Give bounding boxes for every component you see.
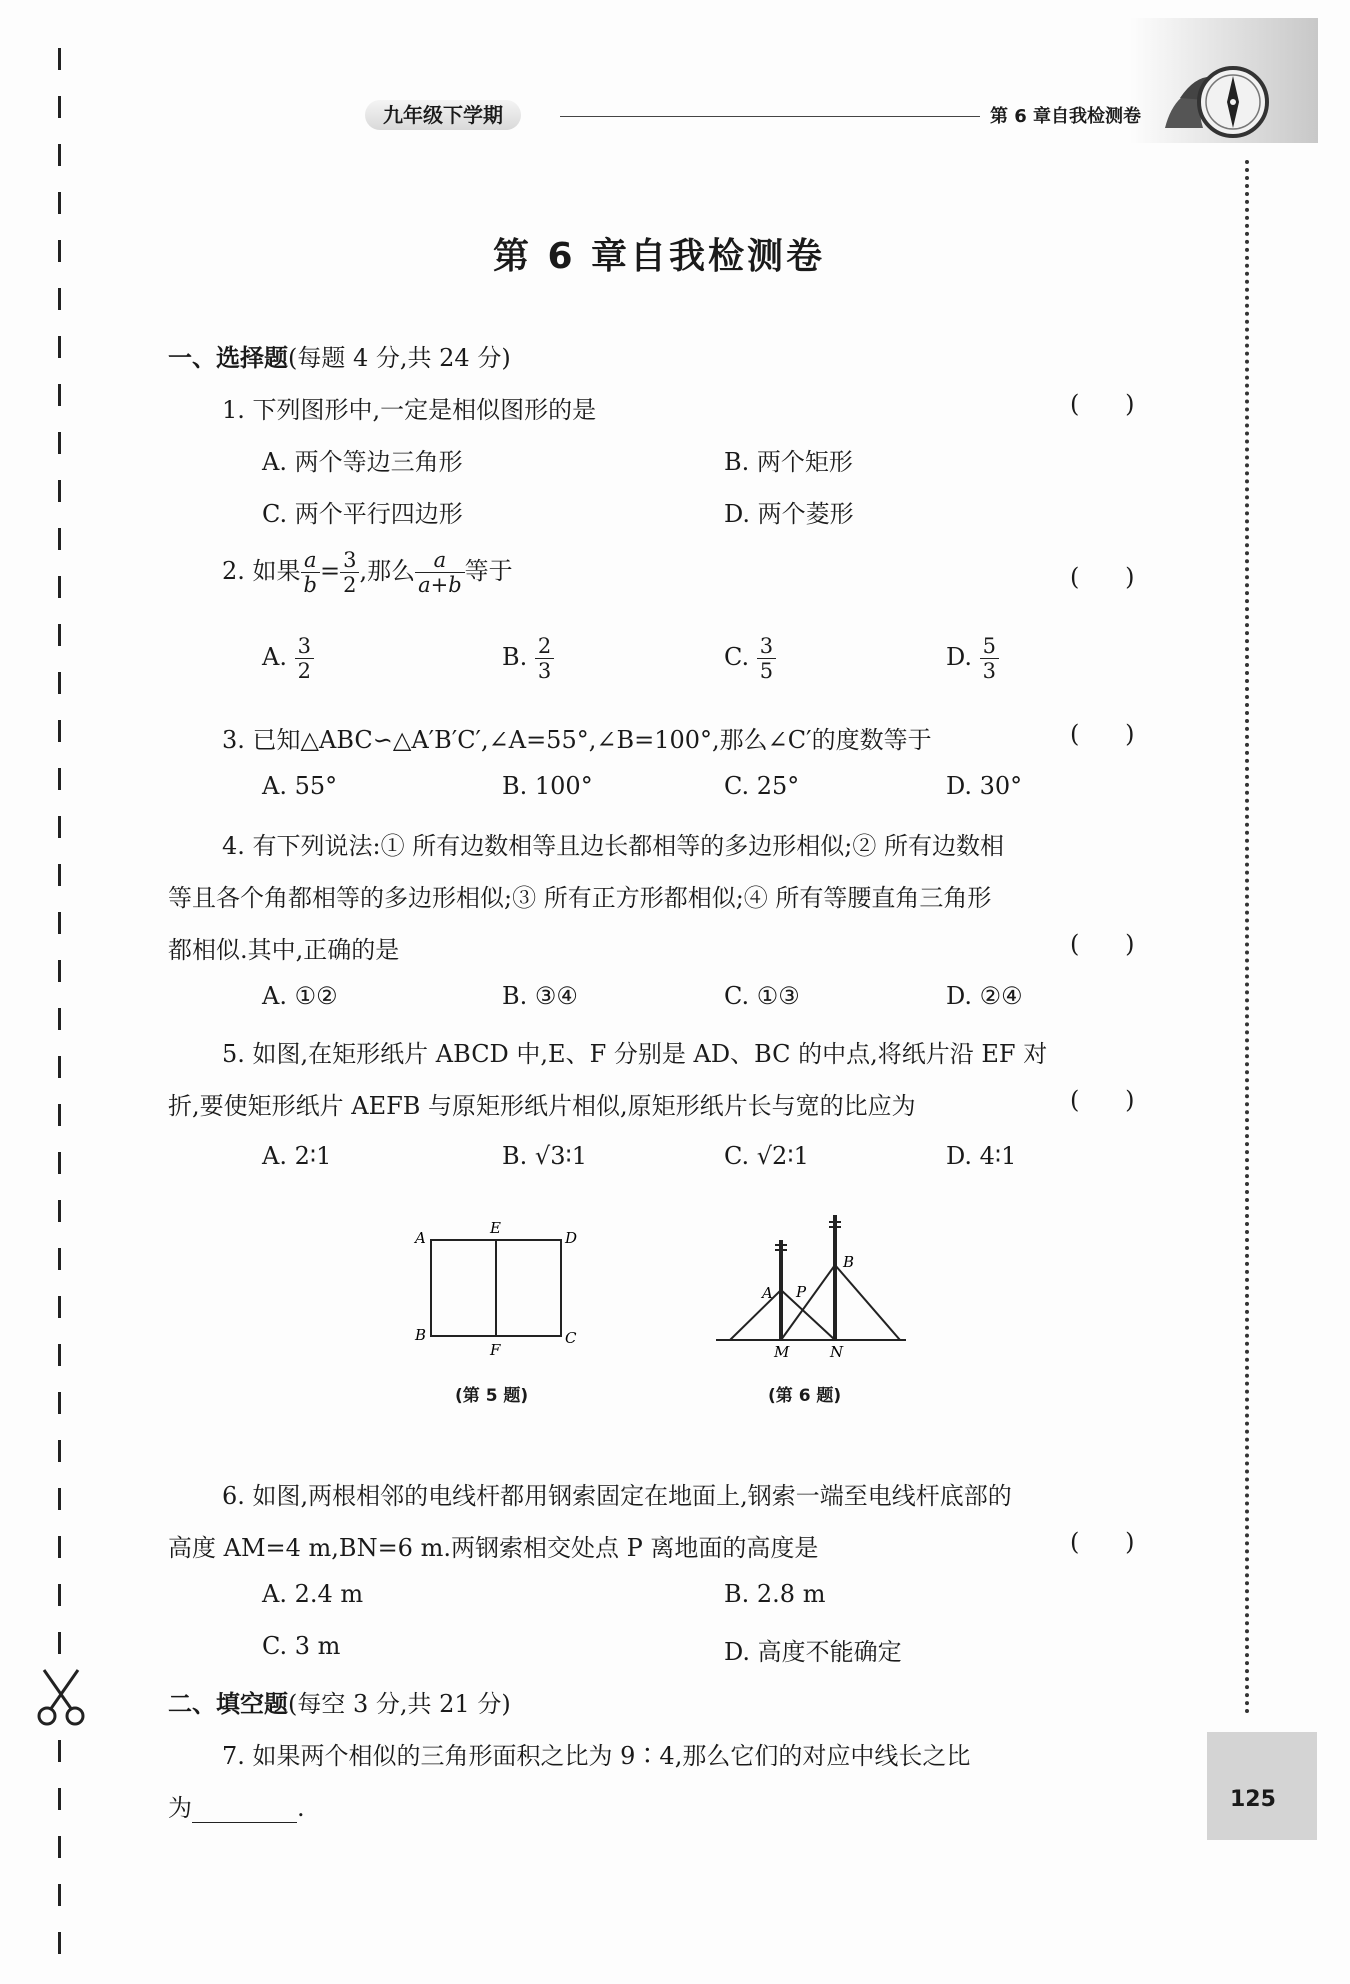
- q6-line-1: 6. 如图,两根相邻的电线杆都用钢索固定在地面上,钢索一端至电线杆底部的: [222, 1482, 1012, 1510]
- q5-option-c: C. √2∶1: [724, 1142, 809, 1170]
- header-chapter: 第 6 章自我检测卷: [990, 106, 1142, 127]
- scissors-icon: [34, 1668, 88, 1728]
- cable-b-right: [835, 1265, 900, 1340]
- header-rule: [560, 116, 980, 117]
- q7-line-1: 7. 如果两个相似的三角形面积之比为 9∶4,那么它们的对应中线长之比: [222, 1742, 971, 1770]
- figure-5-caption: (第 5 题): [455, 1386, 529, 1406]
- label-b: B: [843, 1253, 855, 1271]
- q2-option-c: C. $\frac{3}{5}$: [724, 634, 776, 683]
- q3-option-a: A. 55°: [262, 772, 338, 800]
- q4-option-b: B. ③④: [502, 982, 578, 1010]
- q4-line-2: 等且各个角都相等的多边形相似;③ 所有正方形都相似;④ 所有等腰直角三角形: [168, 884, 992, 912]
- q1-answer-bracket: ( ): [1070, 390, 1135, 418]
- section-1-heading: 一、选择题(每题 4 分,共 24 分): [168, 344, 511, 372]
- q6-line-2: 高度 AM=4 m,BN=6 m.两钢索相交处点 P 离地面的高度是: [168, 1534, 819, 1562]
- q5-option-a: A. 2∶1: [262, 1142, 332, 1170]
- figure-6-caption: (第 6 题): [768, 1386, 842, 1406]
- q4-line-1: 4. 有下列说法:① 所有边数相等且边长都相等的多边形相似;② 所有边数相: [222, 832, 1004, 860]
- q1-option-c: C. 两个平行四边形: [262, 500, 463, 528]
- q3-option-b: B. 100°: [502, 772, 593, 800]
- q5-answer-bracket: ( ): [1070, 1086, 1135, 1114]
- q3-option-c: C. 25°: [724, 772, 800, 800]
- q2-stem: 2. 如果 $\frac{a}{b}$ = $\frac{3}{2}$ ,那么 $\frac{a}{a+b}$ 等于: [222, 548, 513, 598]
- header-grade: 九年级下学期: [365, 100, 521, 130]
- q2-option-a: A. $\frac{3}{2}$: [262, 634, 314, 683]
- q2-answer-bracket: ( ): [1070, 563, 1135, 591]
- q7-line-2: 为 .: [168, 1794, 305, 1822]
- q2-option-b: B. $\frac{2}{3}$: [502, 634, 554, 683]
- label-n: N: [830, 1343, 844, 1360]
- q5-option-d: D. 4∶1: [946, 1142, 1017, 1170]
- q6-answer-bracket: ( ): [1070, 1528, 1135, 1556]
- q3-option-d: D. 30°: [946, 772, 1023, 800]
- cable-a-n: [781, 1290, 835, 1340]
- label-f: F: [490, 1341, 501, 1355]
- q3-answer-bracket: ( ): [1070, 720, 1135, 748]
- compass-icon: [1155, 58, 1280, 143]
- q6-option-d: D. 高度不能确定: [724, 1638, 902, 1666]
- label-a: A: [762, 1284, 773, 1302]
- q1-stem: 1. 下列图形中,一定是相似图形的是: [222, 396, 597, 424]
- q5-line-2: 折,要使矩形纸片 AEFB 与原矩形纸片相似,原矩形纸片长与宽的比应为: [168, 1092, 916, 1120]
- label-e: E: [490, 1219, 501, 1237]
- page-title: 第 6 章自我检测卷: [492, 236, 826, 277]
- q4-option-d: D. ②④: [946, 982, 1023, 1010]
- page-number-tab: [1207, 1732, 1317, 1840]
- figure-5: [405, 1215, 595, 1355]
- label-m: M: [774, 1343, 790, 1360]
- q6-option-c: C. 3 m: [262, 1632, 341, 1660]
- q5-line-1: 5. 如图,在矩形纸片 ABCD 中,E、F 分别是 AD、BC 的中点,将纸片沿 EF 对: [222, 1040, 1048, 1068]
- figure-6: [710, 1210, 910, 1360]
- fold-dotted-line: [1245, 160, 1253, 1715]
- q4-line-3: 都相似.其中,正确的是: [168, 936, 400, 964]
- q1-option-b: B. 两个矩形: [724, 448, 853, 476]
- label-d: D: [565, 1229, 578, 1247]
- q4-answer-bracket: ( ): [1070, 930, 1135, 958]
- label-b: B: [415, 1326, 427, 1344]
- q7-answer-blank: [192, 1800, 297, 1823]
- cable-a-left: [730, 1290, 781, 1340]
- cable-b-m: [781, 1265, 835, 1340]
- page-number: 125: [1230, 1787, 1276, 1812]
- q6-option-b: B. 2.8 m: [724, 1580, 826, 1608]
- q6-option-a: A. 2.4 m: [262, 1580, 364, 1608]
- label-p: P: [796, 1283, 807, 1301]
- q2-option-d: D. $\frac{5}{3}$: [946, 634, 999, 683]
- q5-option-b: B. √3∶1: [502, 1142, 587, 1170]
- q4-option-a: A. ①②: [262, 982, 338, 1010]
- q1-option-d: D. 两个菱形: [724, 500, 854, 528]
- label-c: C: [565, 1329, 577, 1347]
- q3-stem: 3. 已知△ABC∽△A′B′C′,∠A=55°,∠B=100°,那么∠C′的度数等于: [222, 726, 932, 754]
- q1-option-a: A. 两个等边三角形: [262, 448, 463, 476]
- q4-option-c: C. ①③: [724, 982, 800, 1010]
- label-a: A: [415, 1229, 426, 1247]
- section-2-heading: 二、填空题(每空 3 分,共 21 分): [168, 1690, 511, 1718]
